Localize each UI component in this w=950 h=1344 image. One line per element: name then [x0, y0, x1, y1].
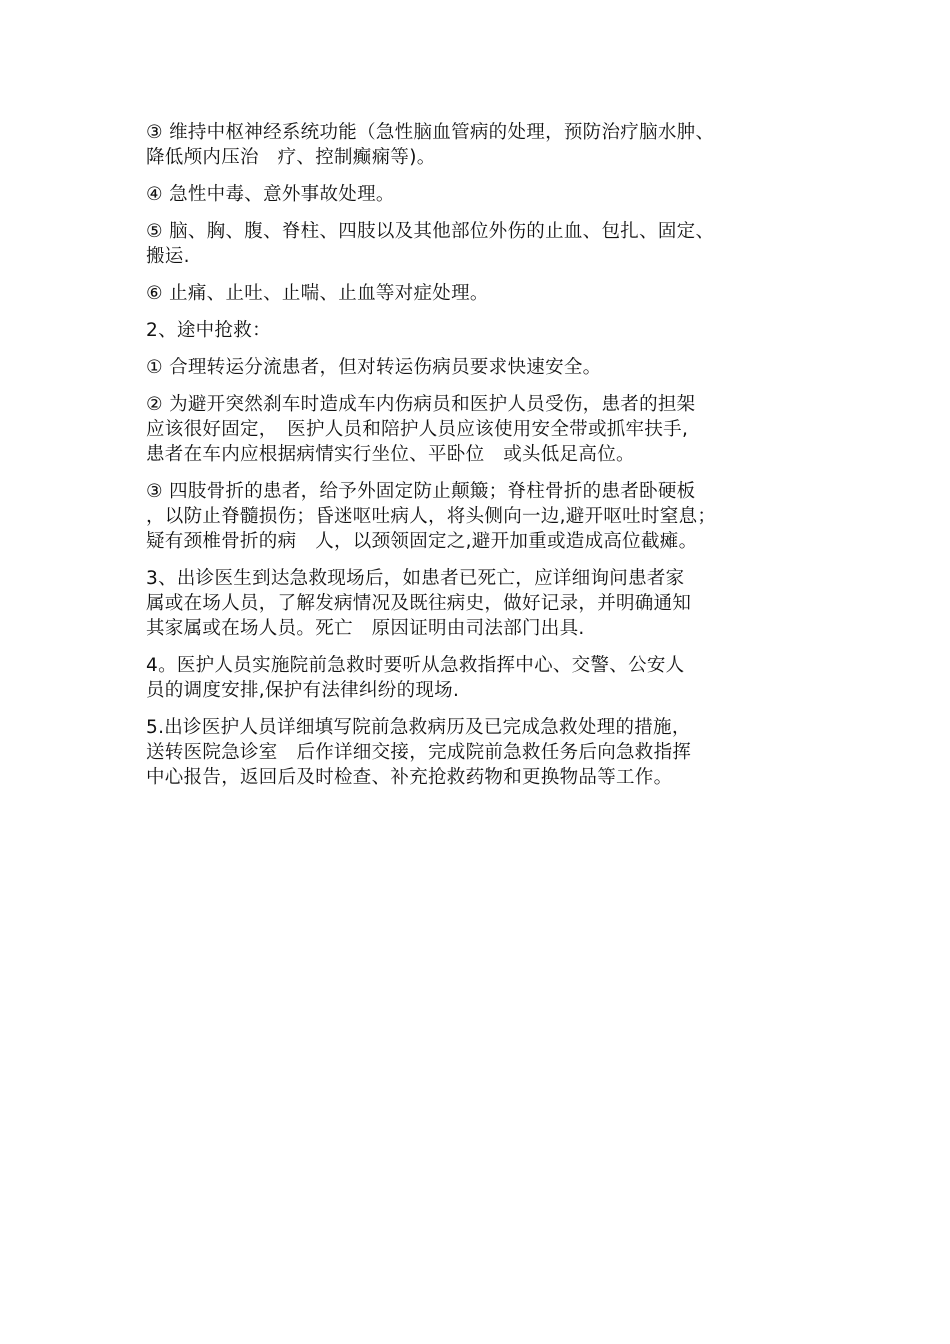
- section-5-records-handover: [146, 715, 836, 790]
- text-line: 中心报告，返回后及时检查、补充抢救药物和更换物品等工作。: [146, 767, 673, 788]
- section-3-death-at-scene: [146, 566, 836, 641]
- section-heading-en-route: [146, 318, 836, 343]
- text-line: ⑥ 止痛、止吐、止喘、止血等对症处理。: [146, 283, 489, 304]
- text-line: 降低颅内压治 疗、控制癫痫等)。: [146, 147, 436, 168]
- paragraph-item-5-trauma: [146, 219, 836, 269]
- text-line: 4。医护人员实施院前急救时要听从急救指挥中心、交警、公安人: [146, 655, 685, 676]
- text-line: 员的调度安排,保护有法律纠纷的现场.: [146, 680, 460, 701]
- paragraph-item-6-symptomatic: [146, 281, 836, 306]
- text-line: 搬运.: [146, 246, 190, 267]
- text-line: 患者在车内应根据病情实行坐位、平卧位 或头低足高位。: [146, 444, 635, 465]
- text-line: ③ 维持中枢神经系统功能（急性脑血管病的处理，预防治疗脑水肿、: [146, 122, 715, 143]
- text-line: 属或在场人员，了解发病情况及既往病史，做好记录，并明确通知: [146, 593, 692, 614]
- paragraph-item-4-poisoning: [146, 182, 836, 207]
- text-line: ③ 四肢骨折的患者，给予外固定防止颠簸；脊柱骨折的患者卧硬板: [146, 481, 696, 502]
- text-line: 疑有颈椎骨折的病 人，以颈领固定之,避开加重或造成高位截瘫。: [146, 531, 698, 552]
- text-line: ① 合理转运分流患者，但对转运伤病员要求快速安全。: [146, 357, 602, 378]
- text-line: ② 为避开突然刹车时造成车内伤病员和医护人员受伤，患者的担架: [146, 394, 696, 415]
- paragraph-item-3-cns: [146, 120, 836, 170]
- text-line: 3、出诊医生到达急救现场后，如患者已死亡，应详细询问患者家: [146, 568, 685, 589]
- text-line: ，以防止脊髓损伤；昏迷呕吐病人，将头侧向一边,避开呕吐时窒息；: [146, 506, 717, 527]
- paragraph-item-2-braking: [146, 392, 836, 467]
- text-line: 应该很好固定， 医护人员和陪护人员应该使用安全带或抓牢扶手,: [146, 419, 689, 440]
- text-line: 5.出诊医护人员详细填写院前急救病历及已完成急救处理的措施，: [146, 717, 691, 738]
- text-line: 其家属或在场人员。死亡 原因证明由司法部门出具.: [146, 618, 585, 639]
- paragraph-item-1-transport: [146, 355, 836, 380]
- text-line: 送转医院急诊室 后作详细交接，完成院前急救任务后向急救指挥: [146, 742, 692, 763]
- text-line: 2、途中抢救：: [146, 320, 271, 341]
- paragraph-item-3-fractures: [146, 479, 836, 554]
- document-body: [146, 120, 836, 802]
- section-4-command-center: [146, 653, 836, 703]
- text-line: ⑤ 脑、胸、腹、脊柱、四肢以及其他部位外伤的止血、包扎、固定、: [146, 221, 715, 242]
- text-line: ④ 急性中毒、意外事故处理。: [146, 184, 395, 205]
